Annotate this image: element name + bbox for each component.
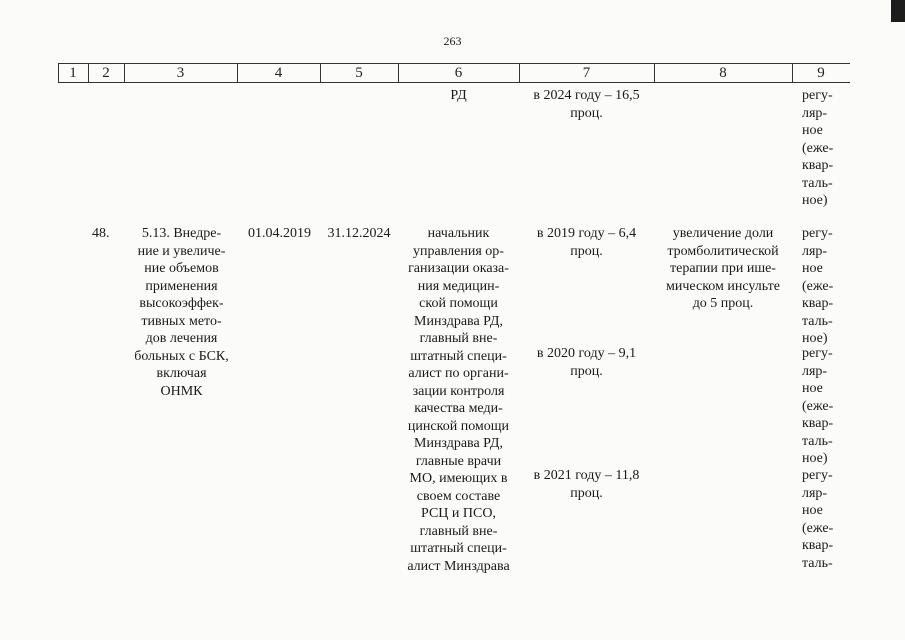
frequency-2019-cell: регу- ляр- ное (еже- квар- таль- ное) [802,226,834,346]
column-header-3: 3 [176,65,185,81]
row-number-cell: 48. [92,226,110,241]
continuation-responsible-cell: РД [450,88,467,103]
start-date-cell: 01.04.2019 [248,226,311,241]
result-cell: увеличение доли тромболитической терапии при ише- мическом инсульте до 5 проц. [666,226,780,311]
column-header-9: 9 [817,65,825,81]
target-2019-cell: в 2019 году – 6,4 проц. [536,226,637,259]
responsible-cell: начальник управления ор- ганизации оказа- ния медицин- ской помощи Минздрава РД, главный вне- штатный специ- алист по органи- зации контроля качества меди- цинской помощи Минздрава РД, главные врачи МО, имеющих в своем составе РСЦ и ПСО, главный вне- штатный специ- алист Минздрава [407,226,510,574]
frequency-2020-cell: регу- ляр- ное (еже- квар- таль- ное) [802,346,834,466]
page-number: 263 [443,34,462,48]
column-header-2: 2 [102,65,110,81]
column-header-7: 7 [582,65,591,81]
scan-edge-mark [891,0,905,22]
end-date-cell: 31.12.2024 [327,226,391,241]
continuation-target-cell: в 2024 году – 16,5 проц. [533,88,640,121]
column-header-4: 4 [274,65,283,81]
column-header-1: 1 [69,65,77,81]
measure-cell: 5.13. Внедре- ние и увеличе- ние объемов применения высокоэффек- тивных мето- дов лечения больных с БСК, включая ОНМК [134,226,229,399]
frequency-2021-cell: регу- ляр- ное (еже- квар- таль- [802,468,834,571]
column-header-5: 5 [355,65,363,81]
column-header-8: 8 [719,65,727,81]
column-header-6: 6 [454,65,463,81]
continuation-frequency-cell: регу- ляр- ное (еже- квар- таль- ное) [802,88,834,208]
target-2020-cell: в 2020 году – 9,1 проц. [536,346,637,379]
target-2021-cell: в 2021 году – 11,8 проц. [533,468,640,501]
